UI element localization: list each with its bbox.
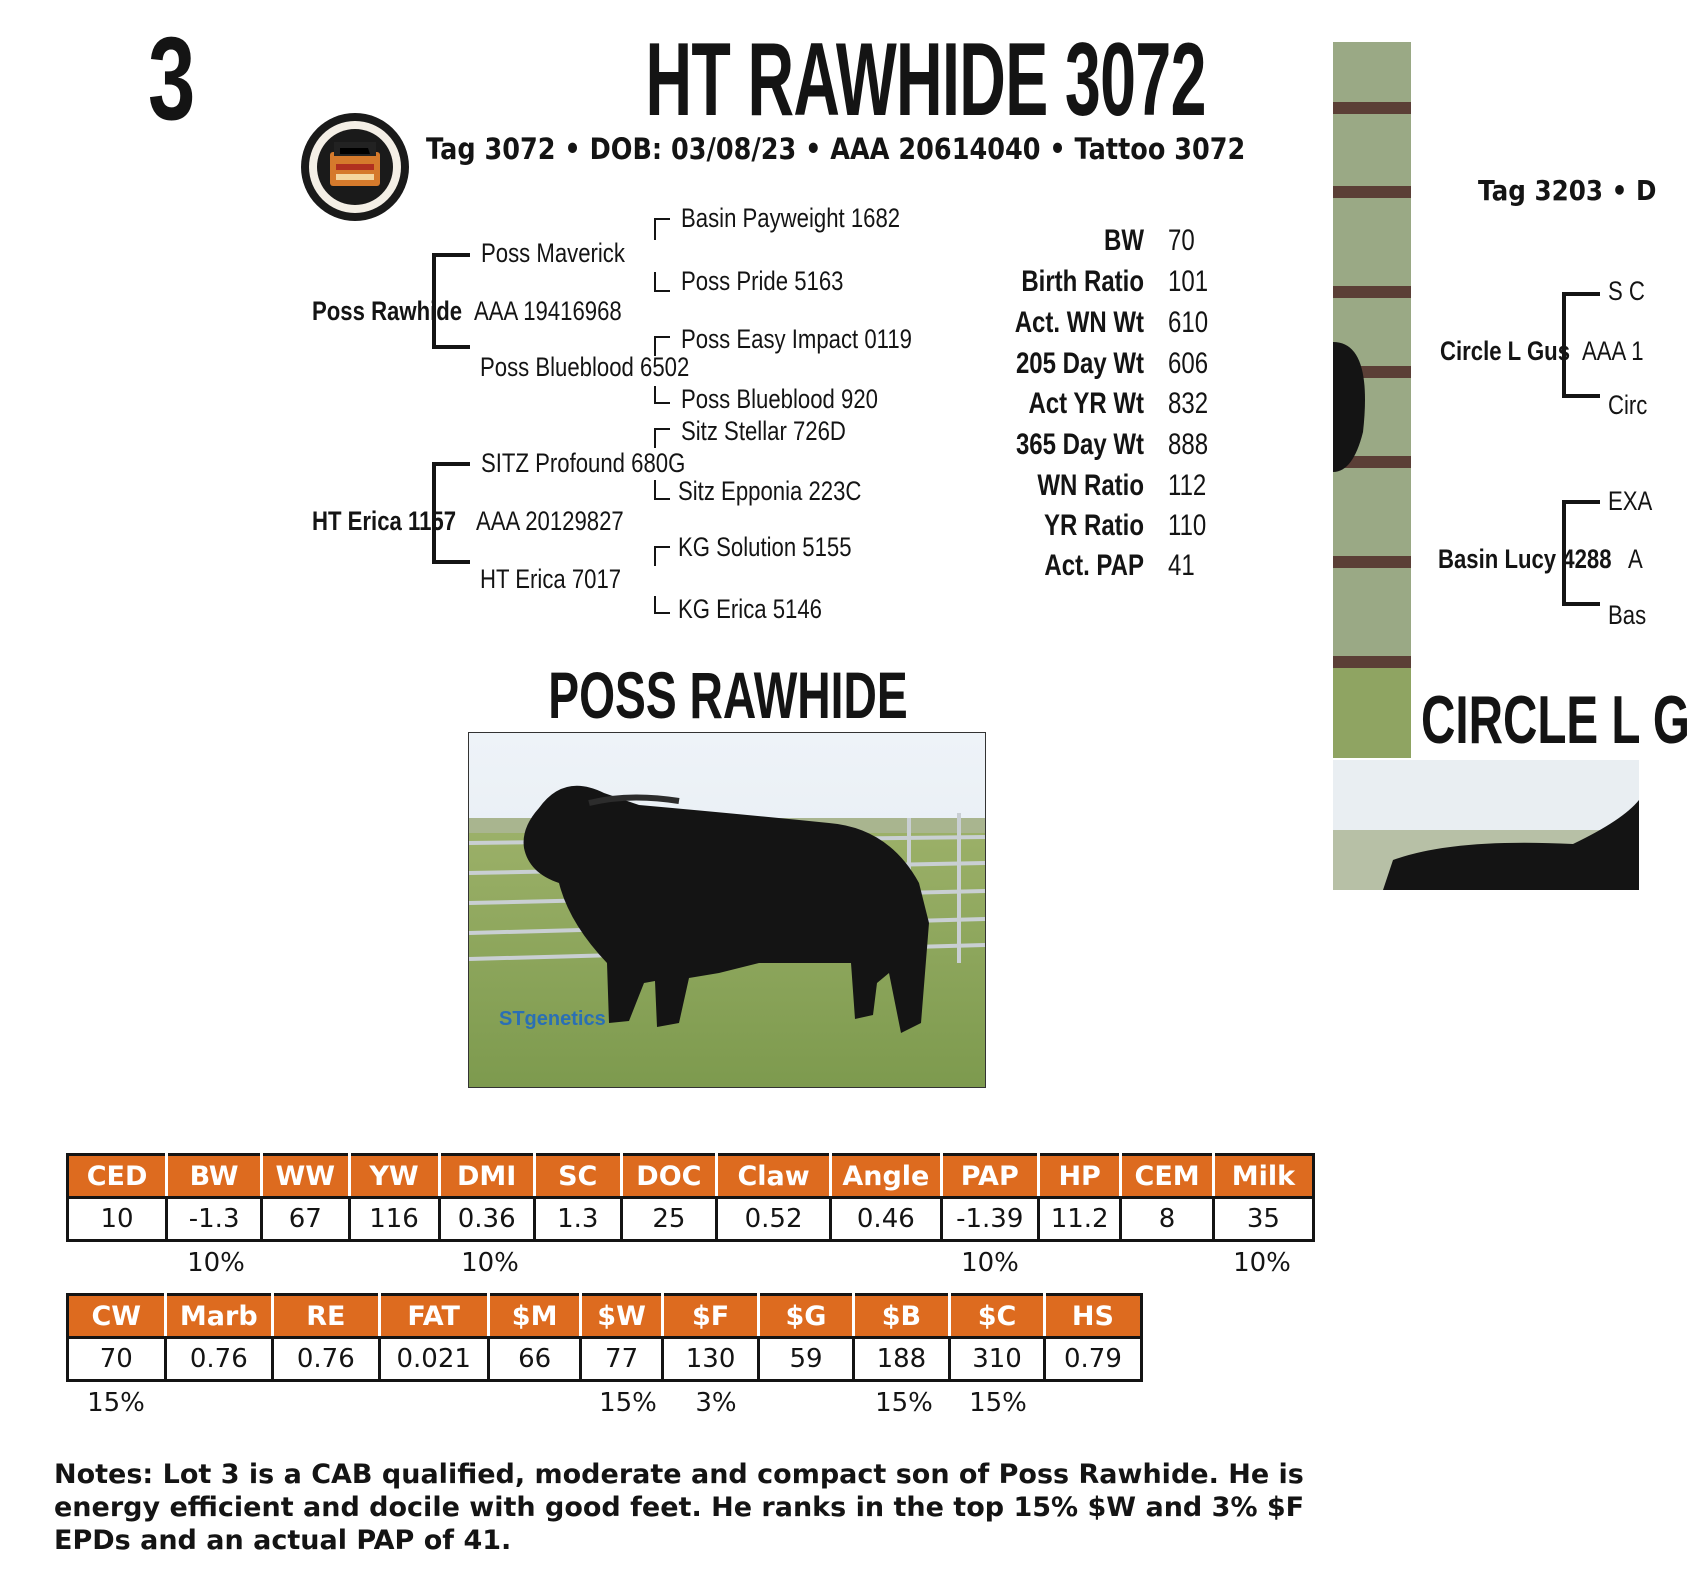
next-lot-photo	[1333, 760, 1639, 890]
epd-value: 0.76	[273, 1338, 380, 1381]
epd-header: FAT	[379, 1295, 488, 1338]
perf-value: 41	[1168, 549, 1195, 582]
epd-value: 0.36	[439, 1198, 534, 1241]
epd-percentile: 15%	[87, 1388, 145, 1418]
perf-label: Act. WN Wt	[1014, 306, 1144, 339]
photo-watermark: STgenetics	[499, 1008, 606, 1030]
next-lot-info-line: Tag 3203 • D	[1478, 174, 1657, 207]
next-lot-title	[1421, 682, 1690, 758]
epd-percentile: 15%	[969, 1388, 1027, 1418]
epd-table-2	[66, 1293, 1143, 1382]
dam-dam: HT Erica 7017	[480, 564, 622, 594]
epd-header: $C	[950, 1295, 1045, 1338]
epd-header: $M	[488, 1295, 581, 1338]
epd-value: 0.46	[831, 1198, 941, 1241]
epd-header: WW	[262, 1155, 349, 1198]
epd-header: HS	[1044, 1295, 1141, 1338]
epd-table-1	[66, 1153, 1315, 1242]
epd-value: -1.3	[167, 1198, 262, 1241]
next-dam-reg: A	[1628, 544, 1643, 574]
epd-header: $W	[581, 1295, 662, 1338]
sds-bracket	[654, 336, 670, 356]
association-logo	[300, 112, 410, 222]
next-sire-reg: AAA 1	[1582, 336, 1644, 366]
next-lot-photo-strip	[1333, 42, 1411, 758]
dam-sire: SITZ Profound 680G	[481, 448, 686, 478]
epd-value: 0.52	[717, 1198, 831, 1241]
dsd-name: Sitz Epponia 223C	[678, 476, 862, 506]
perf-label: YR Ratio	[1043, 509, 1144, 542]
epd-header: $B	[853, 1295, 950, 1338]
dam-reg: AAA 20129827	[476, 506, 624, 536]
epd-header: DOC	[621, 1155, 716, 1198]
next-lot-pedigree	[1430, 270, 1653, 640]
next-sire-name: Circle L Gus	[1440, 336, 1571, 366]
perf-value: 70	[1168, 224, 1195, 257]
ddd-name: KG Erica 5146	[678, 594, 822, 624]
epd-percentile: 15%	[599, 1388, 657, 1418]
dsd-bracket	[654, 480, 670, 500]
next-dam-sire: EXA	[1608, 486, 1653, 516]
next-lot-photo-title: CIRCLE L G	[1421, 682, 1690, 758]
epd-value: 310	[950, 1338, 1045, 1381]
perf-value: 888	[1168, 428, 1209, 461]
sdd-bracket	[654, 386, 670, 404]
epd-header: YW	[349, 1155, 439, 1198]
epd-header: HP	[1038, 1155, 1120, 1198]
ddd-bracket	[654, 596, 670, 614]
epd-percentile: 15%	[875, 1388, 933, 1418]
sire-sire: Poss Maverick	[481, 238, 625, 268]
dds-bracket	[654, 546, 670, 566]
dss-name: Sitz Stellar 726D	[681, 416, 846, 446]
next-lot-info-clip	[1478, 174, 1657, 207]
epd-value: 35	[1213, 1198, 1313, 1241]
epd-header: PAP	[941, 1155, 1038, 1198]
epd-percentile: 10%	[1233, 1248, 1291, 1278]
lot-notes: Notes: Lot 3 is a CAB qualified, moderate and compact son of Poss Rawhide. He is energy efficient and docile with good feet. He ranks in the top 15% $W and 3% $F EPDs and an actual PAP of 41.	[54, 1459, 1305, 1556]
perf-value: 606	[1168, 347, 1209, 380]
sss-bracket	[654, 218, 670, 240]
perf-value: 110	[1168, 509, 1207, 542]
epd-header: Claw	[717, 1155, 831, 1198]
epd-value-row	[68, 1198, 1314, 1241]
perf-label: WN Ratio	[1037, 469, 1144, 502]
dds-name: KG Solution 5155	[678, 532, 852, 562]
epd-value-row	[68, 1338, 1142, 1381]
epd-percentile: 10%	[461, 1248, 519, 1278]
sdd-name: Poss Blueblood 920	[681, 384, 878, 414]
sss-name: Basin Payweight 1682	[681, 203, 901, 233]
epd-value: 0.021	[379, 1338, 488, 1381]
epd-header: Milk	[1213, 1155, 1313, 1198]
epd-value: 70	[68, 1338, 166, 1381]
epd-percentile: 10%	[961, 1248, 1019, 1278]
epd-value: 25	[621, 1198, 716, 1241]
epd-header: $F	[662, 1295, 759, 1338]
epd-value: 11.2	[1038, 1198, 1120, 1241]
sds-name: Poss Easy Impact 0119	[681, 324, 912, 354]
epd-value: 1.3	[534, 1198, 621, 1241]
lot-title: HT RAWHIDE 3072	[645, 22, 1206, 138]
lot-number: 3	[148, 13, 196, 145]
epd-header: $G	[759, 1295, 853, 1338]
epd-value: 0.76	[165, 1338, 273, 1381]
epd-header: Angle	[831, 1155, 941, 1198]
epd-value: 130	[662, 1338, 759, 1381]
epd-value: 77	[581, 1338, 662, 1381]
perf-label: 365 Day Wt	[1015, 428, 1144, 461]
epd-header: CEM	[1121, 1155, 1213, 1198]
perf-label: Birth Ratio	[1021, 265, 1144, 298]
next-dam-dam: Bas	[1608, 600, 1647, 630]
next-dam-name: Basin Lucy 4288	[1438, 544, 1612, 574]
next-sire-dam: Circ	[1608, 390, 1648, 420]
next-sire-sire: S C	[1608, 276, 1645, 306]
ssd-name: Poss Pride 5163	[681, 266, 844, 296]
sire-photo	[468, 732, 986, 1088]
epd-value: 0.79	[1044, 1338, 1141, 1381]
perf-label: 205 Day Wt	[1015, 347, 1144, 380]
epd-header: BW	[167, 1155, 262, 1198]
dss-bracket	[654, 428, 670, 448]
perf-label: BW	[1104, 224, 1144, 257]
epd-percentile: 10%	[187, 1248, 245, 1278]
epd-header: Marb	[165, 1295, 273, 1338]
epd-value: 188	[853, 1338, 950, 1381]
sire-photo-title: POSS RAWHIDE	[548, 658, 908, 732]
epd-header: RE	[273, 1295, 380, 1338]
perf-value: 610	[1168, 306, 1209, 339]
sire-name: Poss Rawhide	[312, 296, 463, 326]
ssd-bracket	[654, 272, 670, 292]
epd-header-row	[68, 1155, 1314, 1198]
epd-header: CW	[68, 1295, 166, 1338]
epd-value: -1.39	[941, 1198, 1038, 1241]
perf-value: 112	[1168, 469, 1207, 502]
epd-value: 8	[1121, 1198, 1213, 1241]
epd-value: 10	[68, 1198, 167, 1241]
epd-value: 67	[262, 1198, 349, 1241]
epd-header: DMI	[439, 1155, 534, 1198]
dam-name: HT Erica 1157	[312, 506, 457, 536]
perf-label: Act. PAP	[1044, 549, 1144, 582]
epd-value: 59	[759, 1338, 853, 1381]
perf-label: Act YR Wt	[1028, 387, 1144, 420]
epd-value: 116	[349, 1198, 439, 1241]
lot-info-line: Tag 3072 • DOB: 03/08/23 • AAA 20614040 • Tattoo 3072	[426, 132, 1246, 166]
epd-value: 66	[488, 1338, 581, 1381]
epd-header: SC	[534, 1155, 621, 1198]
epd-header: CED	[68, 1155, 167, 1198]
sire-dam: Poss Blueblood 6502	[480, 352, 690, 382]
epd-header-row	[68, 1295, 1142, 1338]
perf-value: 832	[1168, 387, 1209, 420]
epd-percentile: 3%	[695, 1388, 737, 1418]
perf-value: 101	[1168, 265, 1209, 298]
sire-reg: AAA 19416968	[474, 296, 622, 326]
